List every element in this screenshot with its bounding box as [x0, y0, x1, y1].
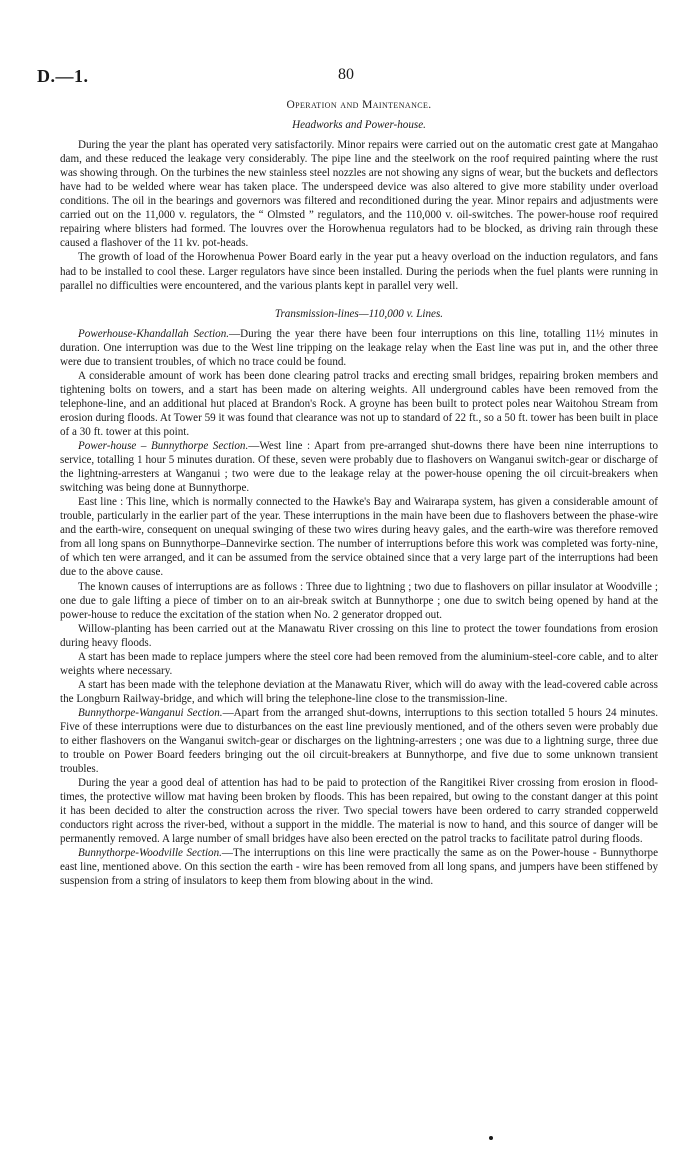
- section-subheading-headworks: Headworks and Power-house.: [292, 119, 426, 132]
- section-divider-space: [60, 293, 658, 307]
- document-reference: D.—1.: [37, 66, 89, 86]
- khandallah-section-title: Powerhouse-Khandallah Section.: [78, 327, 230, 340]
- page-body: [60, 98, 658, 889]
- bunnythorpe-section-text: —West line : Apart from pre-arranged shut-downs there have been nine interruptions to service, totalling 1 hour 5 minutes duration. Of these, seven were probably due to flashovers on Wanganui switch-gear or discharge of the lightning-arresters at Wanganui ; two were due to the leakage relay at the power-house opening the oil circuit-breakers when switching was being done at Bunnythorpe.: [60, 440, 658, 495]
- khandallah-section-text: —During the year there have been four interruptions on this line, totalling 11½ minutes in duration. One interruption was due to the West line tripping on the leakage relay when the East line was put in, and the other three were due to transient troubles, of which no trace could be found.: [60, 327, 658, 368]
- paragraph-headworks-1: During the year the plant has operated very satisfactorily. Minor repairs were carried out on the automatic crest gate at Mangahao dam, and these reduced the leakage very considerably. The pipe line and the steelwork on the roof required painting where the rust was showing through. On the turbines the new stainless steel nozzles are not showing any signs of wear, but the buckets and deflectors have had to be welded where wear has taken place. The underspeed device was also altered to give more stability under overload conditions. The oil in the bearings and governors was filtered and reconditioned during the year. Minor repairs and adjustments were carried out on the 11,000 v. regulators, the “ Olmsted ” regulators, and the 110,000 v. oil-switches. The power-house roof required repairing where blisters had formed. The louvres over the Horowhenua regulators had to be blocked, as driving rain through these caused a flashover of the 11 kv. pot-heads.: [60, 139, 658, 250]
- paragraph-willow-planting: Willow-planting has been carried out at the Manawatu River crossing on this line to protect the tower foundations from erosion during heavy floods.: [60, 622, 658, 649]
- section-subheading-transmission: Transmission-lines—110,000 v. Lines.: [274, 307, 444, 320]
- paragraph-rangitikei-crossing: During the year a good deal of attention has had to be paid to protection of the Rangitikei River crossing from erosion in flood-times, the protective willow mat having been broken by floods. This has been repaired, but owing to the constant danger at this point it has been decided to alter the construction across the river. Two special towers have been ordered to carry stranded copperweld conductors right across the river-bed, without a support in the middle. The material is now to hand, and this source of danger will be permanently removed. A large number of small bridges have also been erected on the patrol tracks to facilitate patrol during floods.: [60, 777, 658, 846]
- paragraph-jumpers: A start has been made to replace jumpers where the steel core had been removed from the aluminium-steel-core cable, and to alter weights where necessary.: [60, 650, 658, 677]
- ink-dot-mark: [489, 1136, 493, 1140]
- wanganui-section-title: Bunnythorpe-Wanganui Section.: [78, 706, 223, 719]
- page-number: 80: [338, 66, 354, 83]
- section-heading: Operation and Maintenance.: [286, 99, 432, 111]
- paragraph-woodville-section: [60, 846, 658, 888]
- paragraph-maintenance-work: A considerable amount of work has been done clearing patrol tracks and erecting small bridges, repairing broken members and tightening bolts on towers, and a start has been made on altering weights. All underground cables have been removed from the telephone-line, and an additional hut placed at Brandon's Rock. A groyne has been built to protect poles near Waitohou Stream from erosion during floods. At Tower 59 it was found that clearance was not up to standard of 22 ft., so a 50 ft. tower has been built in place of a 30 ft. tower at this point.: [60, 369, 658, 438]
- woodville-section-title: Bunnythorpe-Woodville Section.: [78, 847, 222, 860]
- paragraph-headworks-2: The growth of load of the Horowhenua Power Board early in the year put a heavy overload on the induction regulators, and fans had to be installed to cool these. Larger regulators have since been installed. During the periods when the fuel plants were running in parallel no difficulties were encountered, and the various plants kept in parallel very well.: [60, 251, 658, 292]
- paragraph-telephone-deviation: A start has been made with the telephone deviation at the Manawatu River, which will do away with the lead-covered cable across the Longburn Railway-bridge, and which will bring the telephone-line close to the transmission-line.: [60, 678, 658, 705]
- bunnythorpe-section-title: Power-house – Bunnythorpe Section.: [78, 440, 249, 453]
- paragraph-wanganui-section: [60, 706, 658, 776]
- paragraph-east-line: East line : This line, which is normally connected to the Hawke's Bay and Wairarapa system, has given a considerable amount of trouble, particularly in the earlier part of the year. These interruptions in the main have been due to flashovers between the phase-wire and the earth-wire, consequent on unequal swinging of these two wires during heavy gales, and the earth-wire was therefore removed from all long spans on Bunnythorpe–Dannevirke section. The number of interruptions before this work was completed was forty-nine, of which ten were arranged, and it can be assumed from the service obtained since that a very large part of the interruptions had been due to the above cause.: [60, 496, 658, 579]
- paragraph-known-causes: The known causes of interruptions are as follows : Three due to lightning ; two due to flashovers on pillar insulator at Woodville ; one due to gale lifting a piece of timber on to an air-break switch at Bunnythorpe ; one due to switch being opened by hand at the power-house to reduce the excitation of the station when No. 2 generator dropped out.: [60, 580, 658, 621]
- paragraph-khandallah-section: [60, 327, 658, 369]
- paragraph-bunnythorpe-section: [60, 439, 658, 495]
- wanganui-section-text: —Apart from the arranged shut-downs, interruptions to this section totalled 5 hours 24 minutes. Five of these interruptions were due to disturbances on the east line previously mentioned, and of the others seven were probably due to either flashovers on the Wanganui switch-gear or discharges on the lightning-arresters ; one was due to a lightning surge, three due to trouble on Power Board feeders bringing out the oil circuit-breakers at Bunnythorpe, and five due to some unknown transient troubles.: [60, 706, 658, 776]
- woodville-section-text: —The interruptions on this line were practically the same as on the Power-house - Bunnythorpe east line, mentioned above. On this section the earth - wire has been removed from all long spans, and jumpers have been stiffened by suspension from a string of insulators to keep them from blowing about in the wind.: [60, 847, 658, 888]
